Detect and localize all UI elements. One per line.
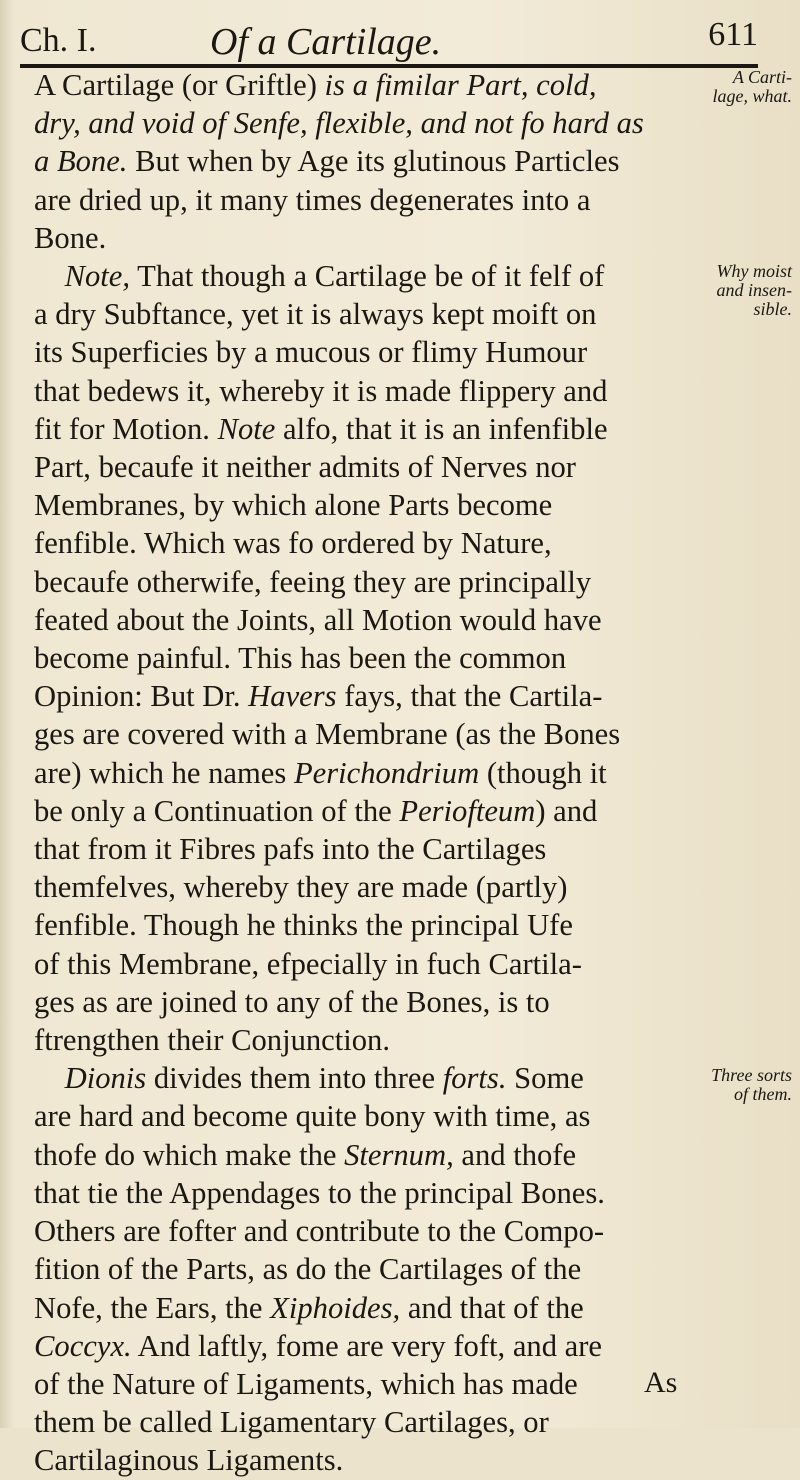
text-line [34,563,754,601]
text-run: Sternum, [344,1137,454,1172]
text-run: Periofteum [399,793,536,828]
text-line [34,181,754,219]
text-run: be only a Continuation of the [34,793,400,828]
text-run: Note [217,411,276,446]
text-run: become painful. This has been the common [34,641,567,676]
text-line [34,1097,754,1135]
text-line [34,333,754,371]
text-run: feated about the Joints, all Motion would have [34,602,602,637]
text-line [34,104,754,142]
text-run: are hard and become quite bony with time, as [34,1099,591,1134]
chapter-label: Ch. I. [20,22,97,59]
page-title: Of a Cartilage. [210,21,442,63]
margin-note-line: Why moist [716,261,792,281]
text-line [34,142,754,180]
text-run: are) which he names [34,755,294,790]
text-run: fition of the Parts, as do the Cartilages of the [34,1252,582,1287]
text-line [34,601,754,639]
text-line [34,1059,754,1097]
text-run: And laftly, fome are very foft, and are [131,1328,602,1363]
text-run: Perichondrium [293,755,480,790]
text-run: fenfible. Though he thinks the principal Ufe [34,908,573,943]
text-run: a dry Subftance, yet it is always kept moift on [34,297,597,332]
margin-note-line: lage, what. [712,86,792,106]
text-line [34,1403,754,1441]
text-run: A Cartilage (or Griftle) [34,68,325,102]
body-text [34,66,754,1480]
text-line [34,715,754,753]
text-run: But when by Age its glutinous Particles [127,144,620,179]
text-run: its Superficies by a mucous or flimy Humour [34,335,588,370]
text-line [34,792,754,830]
margin-note-line: sible. [753,299,792,319]
text-run: Havers [248,679,337,714]
text-run: Coccyx. [34,1328,132,1363]
text-run: Membranes, by which alone Parts become [34,488,553,523]
text-line [34,906,754,944]
text-run: Dionis [64,1061,147,1096]
text-run: fays, that the Cartila- [336,679,603,714]
text-line [34,1289,754,1327]
text-run: becaufe otherwife, feeing they are principally [34,564,592,599]
text-run: of this Membrane, efpecially in fuch Cartila- [34,946,582,981]
text-run: thofe do which make the [34,1137,345,1172]
text-line [34,830,754,868]
text-run: Some [506,1061,584,1096]
text-run: ges are covered with a Membrane (as the Bones [34,717,621,752]
margin-note-line: of them. [734,1084,792,1104]
text-line [34,983,754,1021]
text-line [34,524,754,562]
text-run: a Bone. [34,144,128,179]
text-run: Xiphoides, [270,1290,401,1325]
text-run: Bone. [34,220,107,255]
text-line [34,295,754,333]
text-run: that from it Fibres pafs into the Cartilages [34,832,547,867]
text-line [34,1327,754,1365]
text-run: ftrengthen their Conjunction. [34,1023,390,1058]
text-run: Cartilaginous Ligaments. [34,1443,344,1478]
text-run [34,259,65,293]
text-line [34,754,754,792]
text-run: Opinion: But Dr. [34,679,249,714]
text-run: fenfible. Which was fo ordered by Nature, [34,526,552,561]
margin-note-line: Three sorts [711,1065,792,1085]
text-run: are dried up, it many times degenerates into a [34,182,591,217]
text-run: That though a Cartilage be of it felf of [130,259,605,294]
text-line [34,486,754,524]
text-line [34,372,754,410]
running-header [20,6,758,68]
margin-note-what [682,68,792,106]
text-run [34,1061,65,1095]
page-number: 611 [708,16,758,53]
text-run: (though it [479,755,607,790]
text-line [34,1250,754,1288]
margin-note-line: A Carti- [732,67,792,87]
text-line [34,257,754,295]
text-line [34,1212,754,1250]
margin-note-sorts [682,1066,792,1104]
text-run: that tie the Appendages to the principal Bones. [34,1175,605,1210]
margin-note-moist [682,262,792,319]
text-line [34,219,754,257]
text-line [34,868,754,906]
text-line [34,945,754,983]
text-run: fit for Motion. [34,411,218,446]
text-line [34,448,754,486]
text-line [34,639,754,677]
text-run: is a fimilar Part, cold, [324,68,597,102]
catchword: As [644,1366,678,1399]
text-run: ) and [535,793,598,828]
text-run: Part, becaufe it neither admits of Nerves nor [34,450,576,485]
text-run: and that of the [400,1290,584,1325]
text-run: Nofe, the Ears, the [34,1290,271,1325]
text-run: Note, [64,259,131,294]
text-run: ges as are joined to any of the Bones, is to [34,984,550,1019]
text-run: of the Nature of Ligaments, which has made [34,1366,578,1401]
text-run: themfelves, whereby they are made (partly) [34,870,568,905]
text-run: Others are fofter and contribute to the Compo- [34,1214,605,1249]
text-run: divides them into three [146,1061,443,1096]
text-run: that bedews it, whereby it is made flippery and [34,373,608,408]
text-run: and thofe [453,1137,577,1172]
text-line [34,410,754,448]
text-run: them be called Ligamentary Cartilages, or [34,1405,549,1440]
text-run: dry, and void of Senfe, flexible, and not fo hard as [34,106,644,141]
text-run: forts. [442,1061,507,1096]
margin-note-line: and insen- [716,280,792,300]
text-line [34,1021,754,1059]
text-line [34,1441,754,1479]
text-line [34,1136,754,1174]
text-line [34,66,754,104]
text-line [34,1174,754,1212]
text-line [34,677,754,715]
text-run: alfo, that it is an infenfible [275,411,608,446]
